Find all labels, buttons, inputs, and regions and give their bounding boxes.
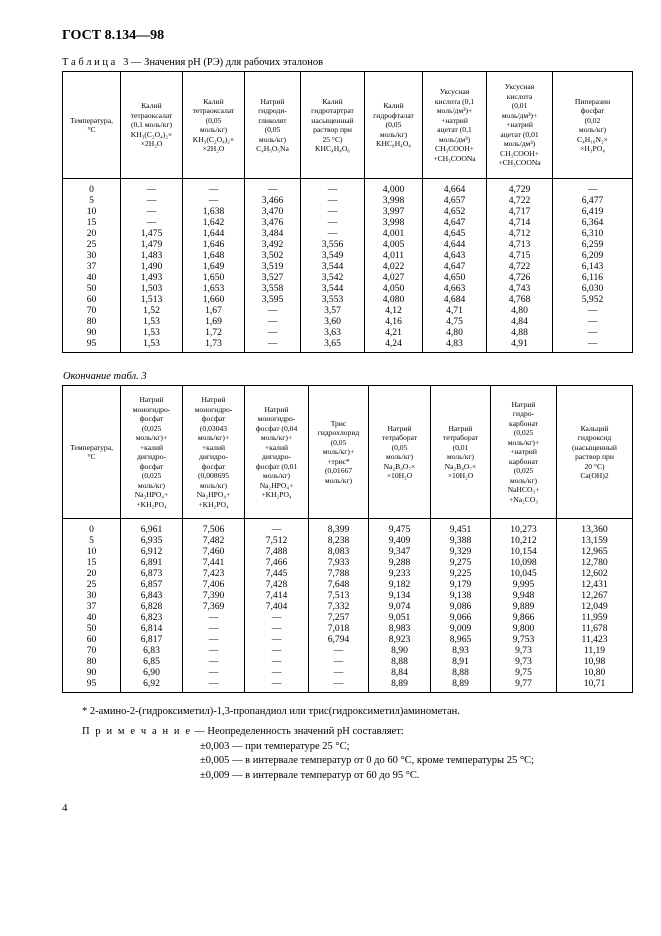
page-number: 4: [62, 802, 68, 814]
table2-header-cell: Натрий гидро- карбонат (0,025 моль/кг)+ +натрий карбонат (0,025 моль/кг) NaHCO₃+ +Na₂CO₃: [491, 386, 557, 519]
table2-header-cell: Натрий тетраборат (0,05 моль/кг) Na₂B₄O₇× ×10H₂O: [369, 386, 431, 519]
table2-value-column: 10,273 10,212 10,154 10,098 10,045 9,995 9,948 9,889 9,866 9,800 9,753 9,73 9,73 9,75 9,77: [491, 519, 557, 693]
table1-header-cell: Натрий гидроди- гликолят (0,05 моль/кг) C₄H₅O₅Na: [245, 72, 301, 179]
ph-table-part1: [62, 71, 633, 353]
table1-value-column: — 6,477 6,419 6,364 6,310 6,259 6,209 6,143 6,116 6,030 5,952 — — — —: [553, 179, 633, 353]
table2-header-cell: Кальций гидроксид (насыщенный раствор при 20 °С) Ca(OH)2: [557, 386, 633, 519]
table1-caption: Т а б л и ц а 3 — Значения pH (РЭ) для рабочих эталонов: [62, 57, 324, 68]
table2-data-row: [63, 519, 633, 693]
table1-header-cell: Калий тетраоксалат (0,05 моль/кг) KH₃(C₂O₄)₂× ×2H₂O: [183, 72, 245, 179]
table2-caption: Окончание табл. 3: [63, 371, 147, 382]
note-line: ±0,003 — при температуре 25 °С;: [200, 740, 350, 752]
note-intro: — Неопределенность значений pH составляет:: [194, 726, 404, 737]
table2-value-column: 9,475 9,409 9,347 9,288 9,233 9,182 9,134 9,074 9,051 8,983 8,923 8,90 8,88 8,84 8,89: [369, 519, 431, 693]
table2-value-column: — 7,512 7,488 7,466 7,445 7,428 7,414 7,404 — — — — — — —: [245, 519, 309, 693]
temperature-column: 0 5 10 15 20 25 30 37 40 50 60 70 80 90 95: [63, 179, 121, 353]
table1-value-column: 4,664 4,657 4,652 4,647 4,645 4,644 4,643 4,647 4,650 4,663 4,684 4,71 4,75 4,80 4,83: [423, 179, 487, 353]
temperature-column: 0 5 10 15 20 25 30 37 40 50 60 70 80 90 95: [63, 519, 121, 693]
table2-header-cell: Трис гидрохлорид (0,05 моль/кг)+ +трис* (0,01667 моль/кг): [309, 386, 369, 519]
ph-table-part2: [62, 385, 633, 693]
note-line: ±0,009 — в интервале температур от 60 до 95 °С.: [200, 769, 420, 781]
table1-header-cell: Уксусная кислота (0,1 моль/дм³)+ +натрий ацетат (0,1 моль/дм³) CH₃COOH+ +CH₃COONa: [423, 72, 487, 179]
table1-header-cell: Уксусная кислота (0,01 моль/дм³)+ +натрий ацетат (0,01 моль/дм³) CH₃COOH+ +CH₃COONa: [487, 72, 553, 179]
table1-header-cell: Калий гидротартрат насыщенный раствор при 25 °С) KHC₄H₄O₆: [301, 72, 365, 179]
table2-header-row: [63, 386, 633, 519]
table1-value-column: — 3,466 3,470 3,476 3,484 3,492 3,502 3,519 3,527 3,558 3,595 — — — —: [245, 179, 301, 353]
table1-header-cell: Пиперазин фосфат (0,02 моль/кг) C₄H₁₀N₂× ×H₃PO₄: [553, 72, 633, 179]
table2-header-cell: Натрий моногидро- фосфат (0,04 моль/кг)+ +калий дигидро- фосфат (0,01 моль/кг) Na₂HPO₄+ +KH₂PO₄: [245, 386, 309, 519]
table1-data-row: [63, 179, 633, 353]
table2-header-cell: Натрий моногидро- фосфат (0,03043 моль/кг)+ +калий дигидро- фосфат (0,008695 моль/кг) Na₂HPO₄+ +KH₂PO₄: [183, 386, 245, 519]
table2-header-cell: Натрий моногидро- фосфат (0,025 моль/кг)+ +калий дигидро- фосфат (0,025 моль/кг) Na₂HPO₄+ +KH₂PO₄: [121, 386, 183, 519]
table2-value-column: 8,399 8,238 8,083 7,933 7,788 7,648 7,513 7,332 7,257 7,018 6,794 — — — —: [309, 519, 369, 693]
table1-value-column: 4,000 3,998 3,997 3,998 4,001 4,005 4,011 4,022 4,027 4,050 4,080 4,12 4,16 4,21 4,24: [365, 179, 423, 353]
table1-value-column: — — 1,638 1,642 1,644 1,646 1,648 1,649 1,650 1,653 1,660 1,67 1,69 1,72 1,73: [183, 179, 245, 353]
footnote: * 2-амино-2-(гидроксиметил)-1,3-пропандиол или трис(гидроксиметил)аминометан.: [82, 706, 460, 717]
note-block: [82, 725, 534, 781]
table2-value-column: 6,961 6,935 6,912 6,891 6,873 6,857 6,843 6,828 6,823 6,814 6,817 6,83 6,85 6,90 6,92: [121, 519, 183, 693]
table1-value-column: 4,729 4,722 4,717 4,714 4,712 4,713 4,715 4,722 4,726 4,743 4,768 4,80 4,84 4,88 4,91: [487, 179, 553, 353]
table2-value-column: 13,360 13,159 12,965 12,780 12,602 12,431 12,267 12,049 11,959 11,678 11,423 11,19 10,98 10,80 10,71: [557, 519, 633, 693]
note-label: П р и м е ч а н и е: [82, 726, 192, 737]
table2-header-cell: Натрий тетраборат (0,01 моль/кг) Na₂B₄O₇× ×10H₂O: [431, 386, 491, 519]
document-header: ГОСТ 8.134—98: [62, 28, 165, 43]
table1-value-column: — — — — — 3,556 3,549 3,544 3,542 3,544 3,553 3,57 3,60 3,63 3,65: [301, 179, 365, 353]
note-line: ±0,005 — в интервале температур от 0 до 60 °С, кроме температуры 25 °С;: [200, 755, 534, 766]
table2-value-column: 9,451 9,388 9,329 9,275 9,225 9,179 9,138 9,086 9,066 9,009 8,965 8,93 8,91 8,88 8,89: [431, 519, 491, 693]
table2-header-cell: Температура, °С: [63, 386, 121, 519]
table1-header-row: [63, 72, 633, 179]
table1-header-cell: Калий тетраоксалат (0,1 моль/кг) KH₃(C₂O₄)₂× ×2H₂O: [121, 72, 183, 179]
table1-header-cell: Температура, °С: [63, 72, 121, 179]
table1-value-column: — — — — 1,475 1,479 1,483 1,490 1,493 1,503 1,513 1,52 1,53 1,53 1,53: [121, 179, 183, 353]
table1-header-cell: Калий гидрофталат (0,05 моль/кг) KHC₈H₄O₄: [365, 72, 423, 179]
table2-value-column: 7,506 7,482 7,460 7,441 7,423 7,406 7,390 7,369 — — — — — — —: [183, 519, 245, 693]
